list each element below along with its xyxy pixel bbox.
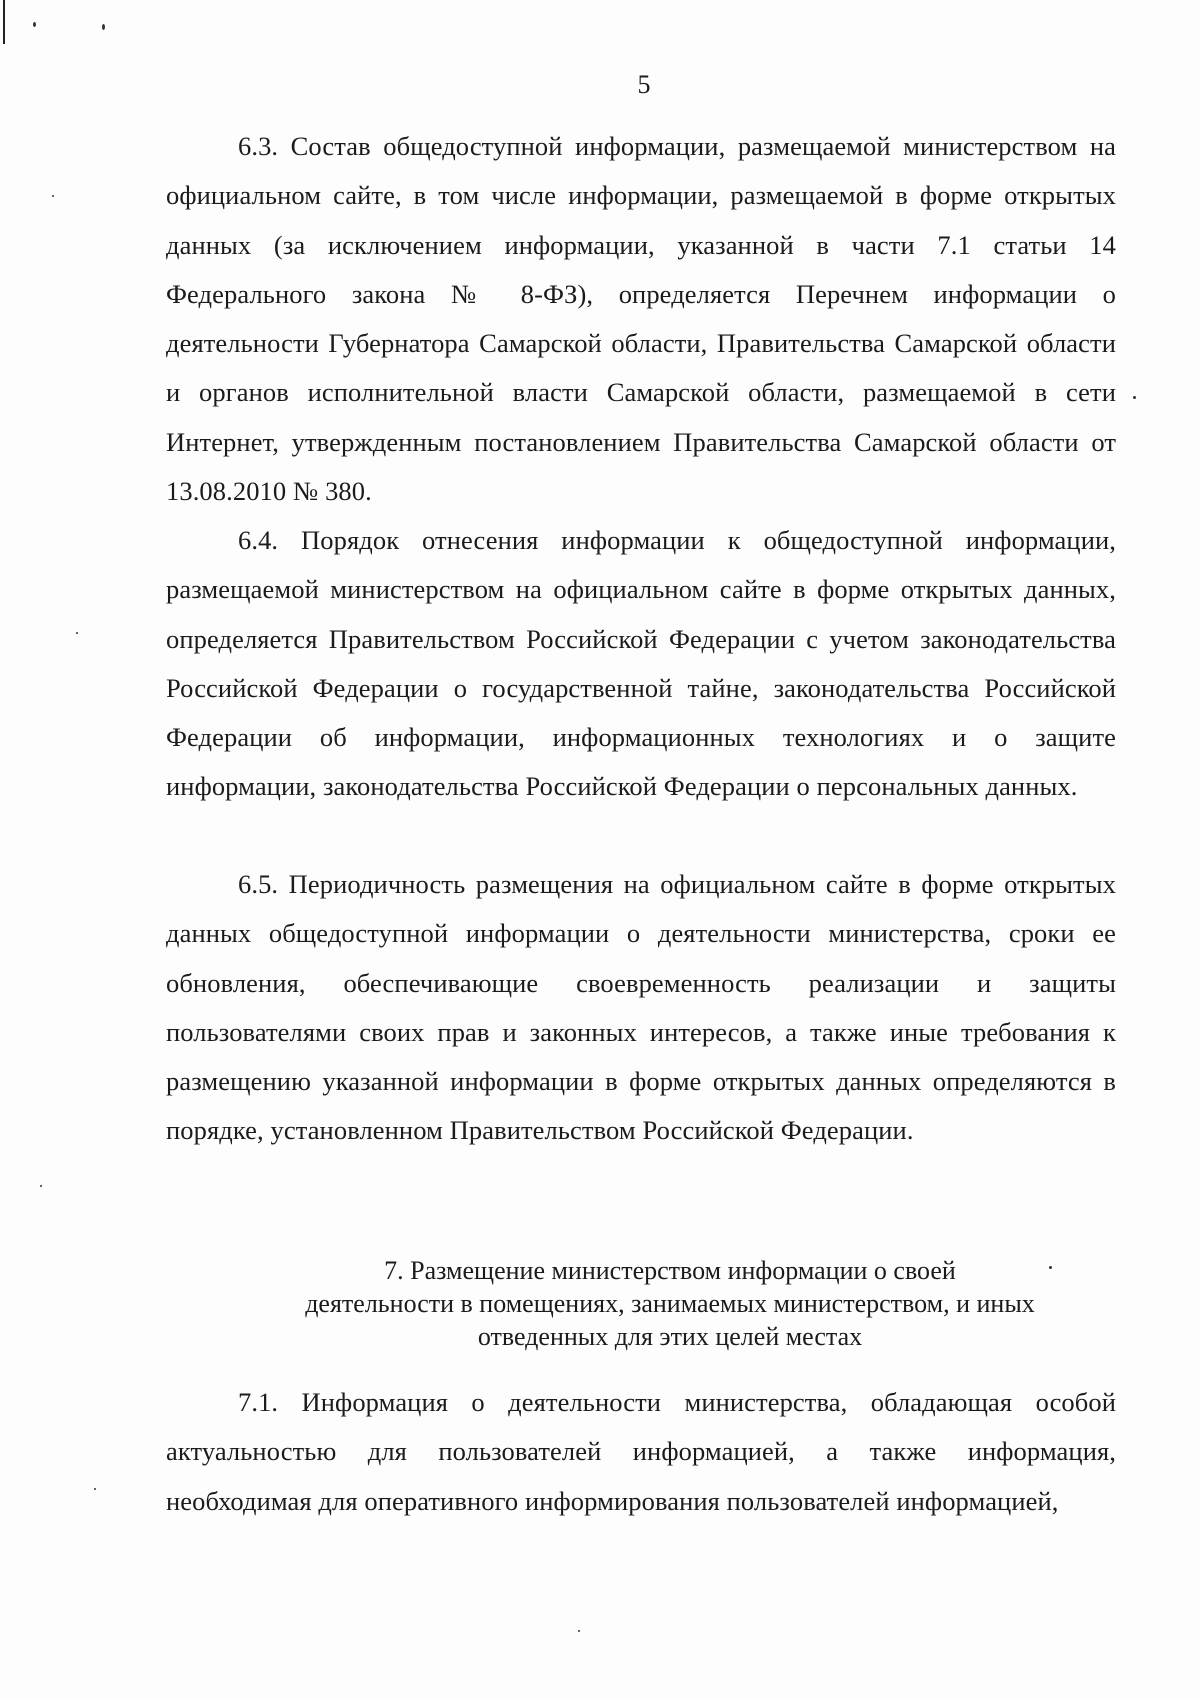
- paragraph-text: 6.4. Порядок отнесения информации к общедоступной информации, размещаемой министерством на официальном сайте в форме открытых данных, определяется Правительством Российской Федерации с учетом законодательства Российской Федерации о государственной тайне, законодательства Российской Федерации об информации, информационных технологиях и о защите информации, законодательства Российской Федерации о персональных данных.: [166, 525, 1116, 802]
- paragraph-6-5: [166, 860, 1116, 1156]
- scan-speck: [40, 1185, 42, 1187]
- paragraph-text: 6.5. Периодичность размещения на официальном сайте в форме открытых данных общедоступной информации о деятельности министерства, сроки ее обновления, обеспечивающие своевременность реализации и защиты пользователями своих прав и законных интересов, а также иные требования к размещению указанной информации в форме открытых данных определяются в порядке, установленном Правительством Российской Федерации.: [166, 869, 1116, 1146]
- scan-speck: [1133, 396, 1136, 399]
- section-heading-line: отведенных для этих целей местах: [477, 1322, 863, 1351]
- section-heading-line: деятельности в помещениях, занимаемых министерством, и иных: [305, 1289, 1035, 1318]
- paragraph-6-4: [166, 516, 1116, 812]
- scan-speck: [76, 632, 78, 634]
- paragraph-text: 7.1. Информация о деятельности министерства, обладающая особой актуальностью для пользователей информацией, а также информация, необходимая для оперативного информирования пользователей информацией,: [166, 1387, 1116, 1516]
- scan-edge-mark: [3, 0, 5, 44]
- paragraph-text: 6.3. Состав общедоступной информации, размещаемой министерством на официальном сайте, в том числе информации, размещаемой в форме открытых данных (за исключением информации, указанной в части 7.1 статьи 14 Федерального закона № 8-ФЗ), определяется Перечнем информации о деятельности Губернатора Самарской области, Правительства Самарской области и органов исполнительной власти Самарской области, размещаемой в сети Интернет, утвержденным постановлением Правительства Самарской области от 13.08.2010 № 380.: [166, 131, 1116, 507]
- page-number: 5: [637, 70, 651, 99]
- section-7-heading: [270, 1254, 1070, 1353]
- paragraph-6-3: [166, 122, 1116, 516]
- scan-speck: [33, 22, 36, 27]
- scan-speck: [102, 24, 105, 30]
- scan-speck: [52, 195, 54, 197]
- section-heading-line: 7. Размещение министерством информации о своей: [384, 1256, 956, 1285]
- paragraph-7-1: [166, 1378, 1116, 1526]
- scan-speck: [94, 1488, 96, 1490]
- scan-speck: [578, 1630, 580, 1632]
